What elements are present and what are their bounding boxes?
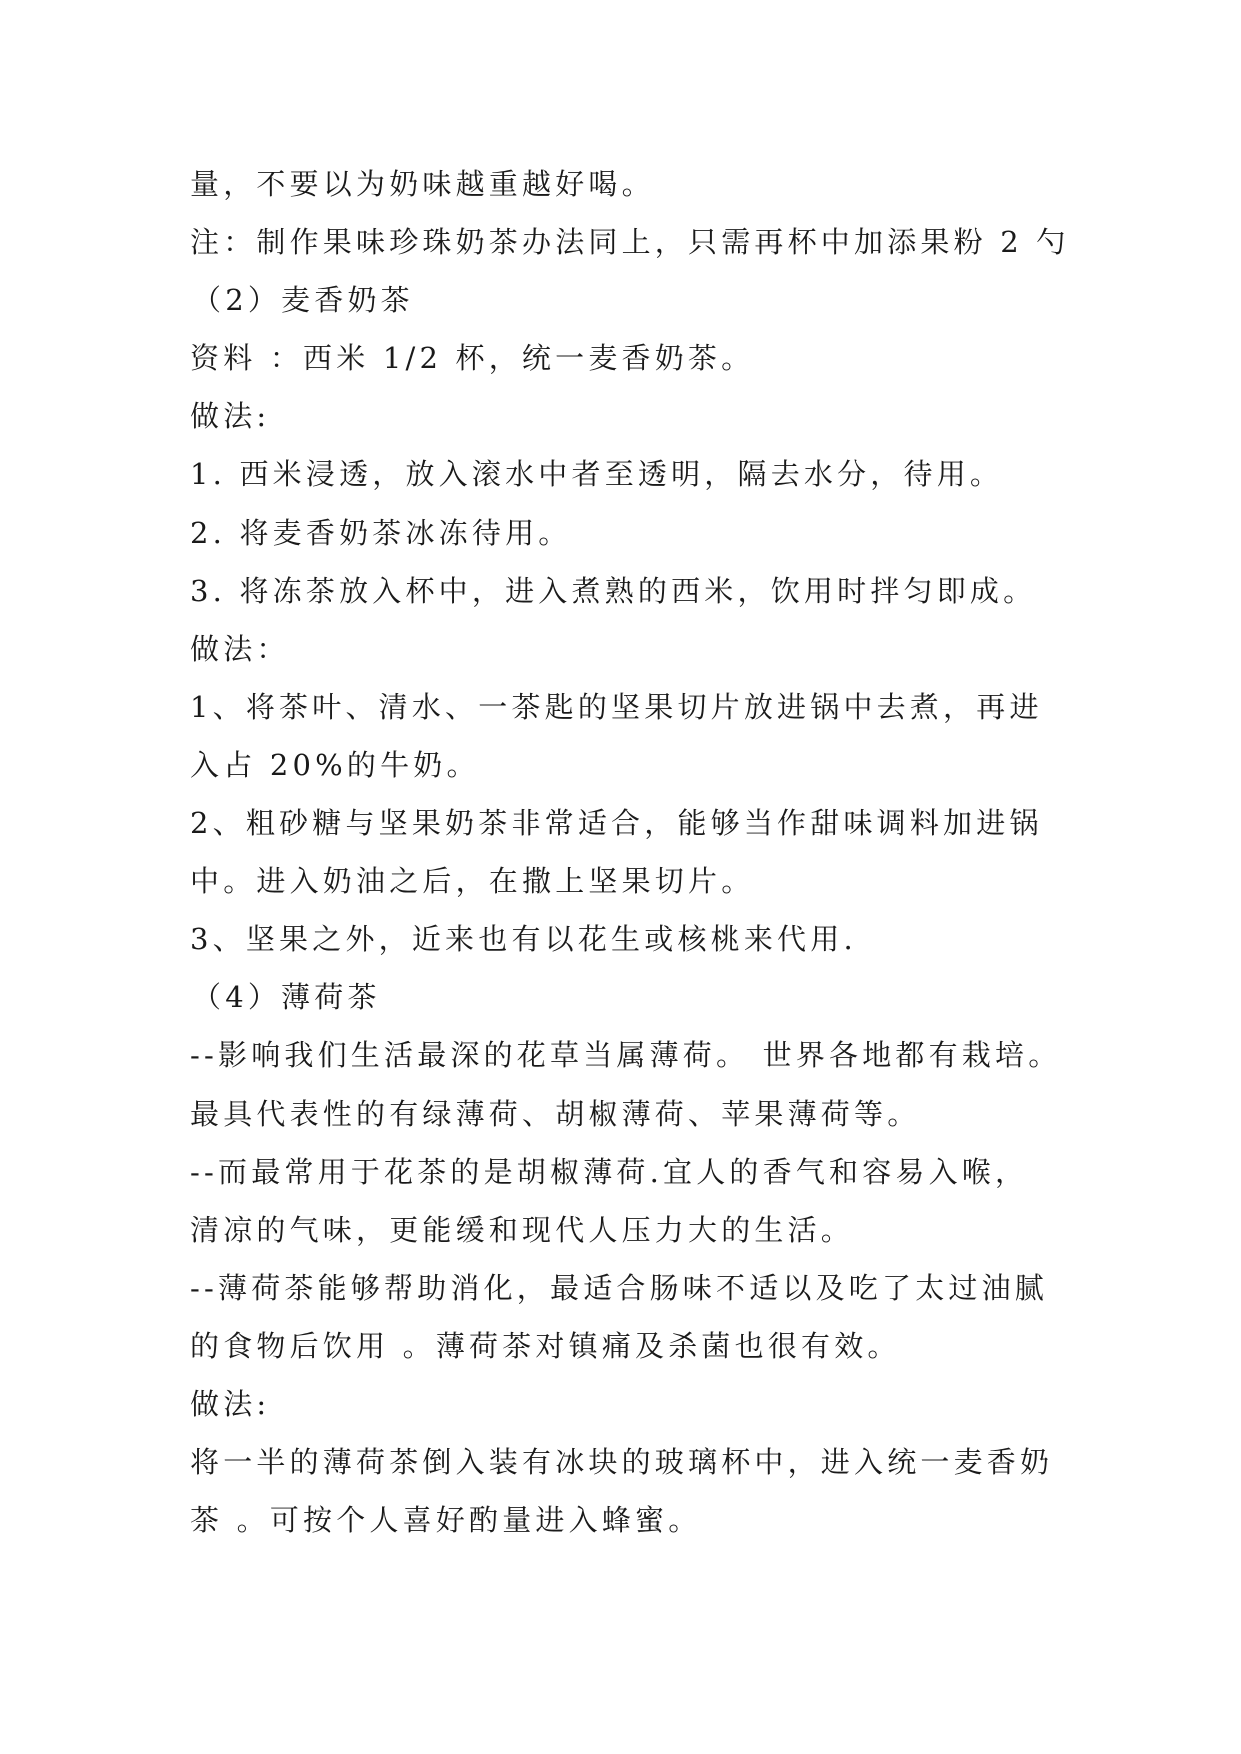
text-line-6: 1. 西米浸透，放入滚水中者至透明，隔去水分，待用。 — [190, 457, 1004, 492]
text-line-2: 注：制作果味珍珠奶茶办法同上，只需再杯中加添果粉 2 勺 — [190, 225, 1070, 260]
text-line-14: 3、坚果之外，近来也有以花生或核桃来代用. — [190, 922, 857, 957]
section-heading-2: （2）麦香奶茶 — [192, 283, 414, 318]
text-line-5: 做法: — [190, 399, 271, 434]
text-line-16: --影响我们生活最深的花草当属薄荷。 世界各地都有栽培。 — [190, 1038, 1062, 1073]
text-line-21: 的食物后饮用 。薄荷茶对镇痛及杀菌也很有效。 — [190, 1328, 901, 1363]
text-line-11: 入占 20%的牛奶。 — [190, 747, 480, 782]
text-line-17: 最具代表性的有绿薄荷、胡椒薄荷、苹果薄荷等。 — [190, 1096, 921, 1131]
text-line-23: 将一半的薄荷茶倒入装有冰块的玻璃杯中，进入统一麦香奶 — [190, 1445, 1054, 1480]
text-line-7: 2. 将麦香奶茶冰冻待用。 — [190, 515, 572, 550]
text-line-24: 茶 。可按个人喜好酌量进入蜂蜜。 — [190, 1503, 702, 1538]
text-line-10: 1、将茶叶、清水、一茶匙的坚果切片放进锅中去煮，再进 — [190, 689, 1043, 724]
text-line-13: 中。进入奶油之后，在撒上坚果切片。 — [190, 864, 755, 899]
text-line-1: 量，不要以为奶味越重越好喝。 — [190, 167, 655, 201]
text-line-9: 做法： — [190, 631, 290, 666]
section-heading-4: （4）薄荷茶 — [192, 980, 381, 1015]
text-line-19: 清凉的气味，更能缓和现代人压力大的生活。 — [190, 1212, 855, 1247]
document-body — [190, 155, 1090, 1549]
text-line-22: 做法: — [190, 1386, 271, 1421]
text-line-18: --而最常用于花茶的是胡椒薄荷.宜人的香气和容易入喉， — [190, 1154, 1029, 1189]
text-line-4: 资料 ：西米 1/2 杯，统一麦香奶茶。 — [190, 341, 755, 376]
text-line-8: 3. 将冻茶放入杯中，进入煮熟的西米，饮用时拌匀即成。 — [190, 573, 1037, 608]
text-line-20: --薄荷茶能够帮助消化，最适合肠味不适以及吃了太过油腻 — [190, 1270, 1048, 1305]
text-line-12: 2、粗砂糖与坚果奶茶非常适合，能够当作甜味调料加进锅 — [190, 806, 1043, 841]
